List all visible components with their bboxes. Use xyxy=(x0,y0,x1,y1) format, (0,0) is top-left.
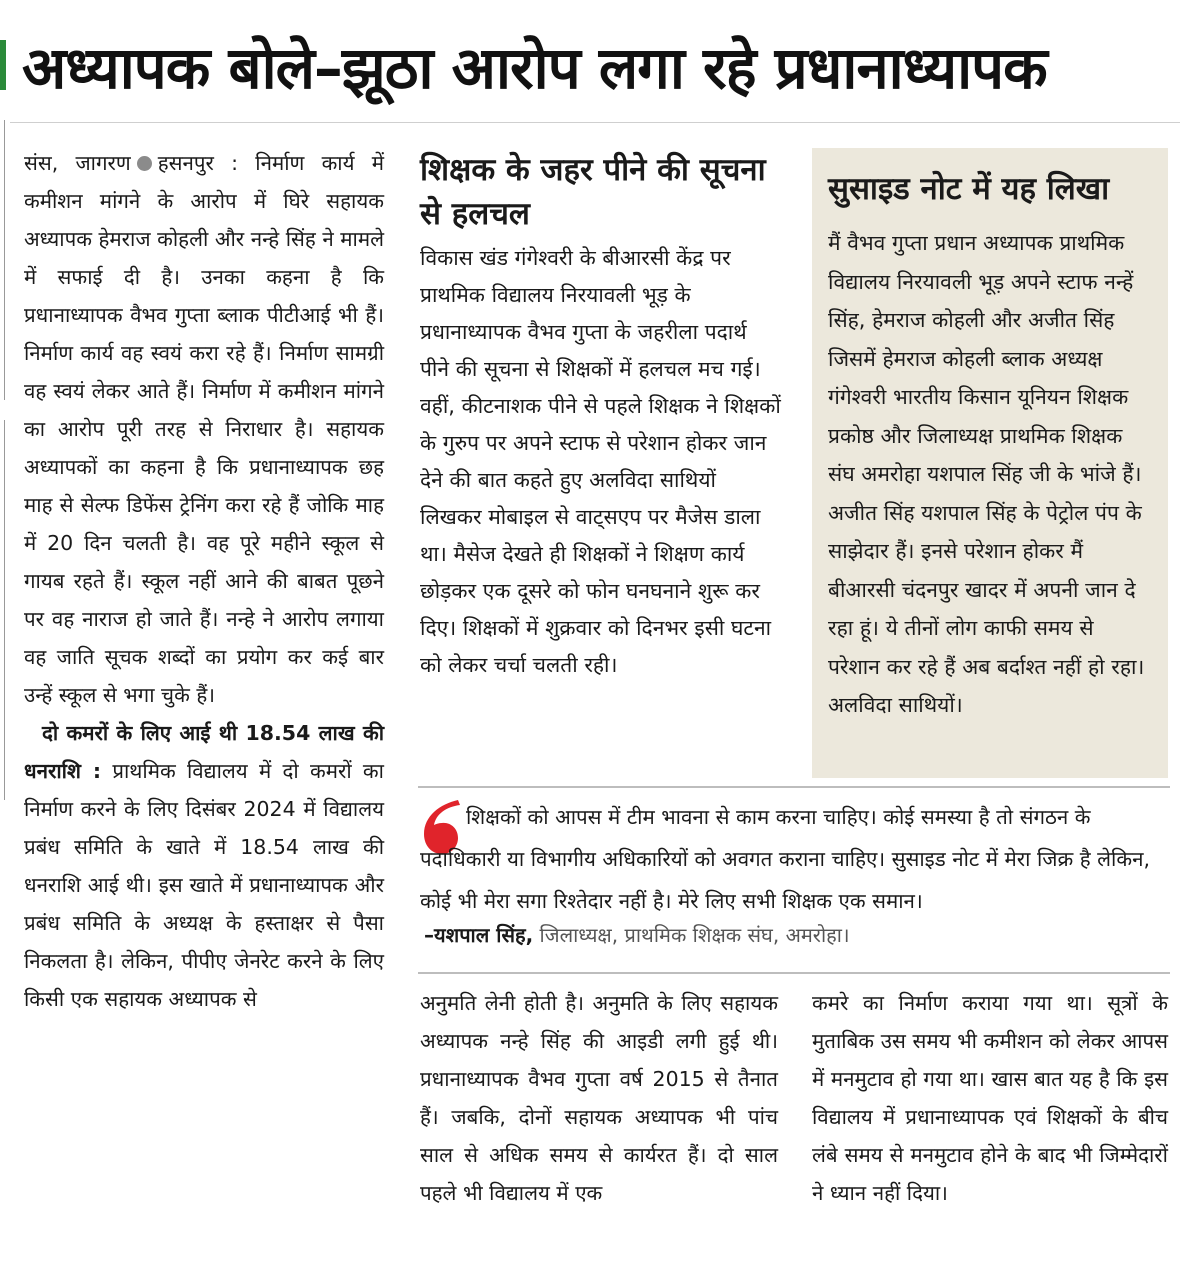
edge-rule xyxy=(0,420,5,800)
byline: संस, जागरण xyxy=(24,151,131,175)
quote-divider-bottom xyxy=(418,972,1170,974)
quote-author-role: जिलाध्यक्ष, प्राथमिक शिक्षक संघ, अमरोहा। xyxy=(539,923,850,947)
quote-attribution xyxy=(424,918,1164,952)
column-2-lower-text: अनुमति लेनी होती है। अनुमति के लिए सहायक अध्यापक नन्हे सिंह की आइडी लगी हुई थी। प्रधानाध्यापक वैभव गुप्ता वर्ष 2015 से तैनात हैं। जबकि, दोनों सहायक अध्यापक भी पांच साल से अधिक समय से कार्यरत हैं। दो साल पहले भी विद्यालय में एक xyxy=(420,991,778,1205)
suicide-note-title: सुसाइड नोट में यह लिखा xyxy=(828,171,1110,207)
quote-author-name: –यशपाल सिंह, xyxy=(424,923,534,947)
paragraph-text: निर्माण कार्य में कमीशन मांगने के आरोप में घिरे सहायक अध्यापक हेमराज कोहली और नन्हे सिंह ने मामले में सफाई दी है। उनका कहना है कि प्रधानाध्यापक वैभव गुप्ता ब्लाक पीटीआई भी हैं। निर्माण कार्य वह स्वयं करा रहे हैं। निर्माण सामग्री वह स्वयं लेकर आते हैं। निर्माण में कमीशन मांगने का आरोप पूरी तरह से निराधार है। सहायक अध्यापकों का कहना है कि प्रधानाध्यापक छह माह से सेल्फ डिफेंस ट्रेनिंग करा रहे हैं जोकि माह में 20 दिन चलती है। वह पूरे महीने स्कूल से गायब रहते हैं। स्कूल नहीं आने की बाबत पूछने पर वह नाराज हो जाते हैं। नन्हे ने आरोप लगाया वह जाति सूचक शब्दों का प्रयोग कर कई बार उन्हें स्कूल से भगा चुके हैं। xyxy=(24,151,384,707)
paragraph-lead: दो कमरों के लिए आई थी 18.54 लाख की धनराशि : xyxy=(24,721,384,783)
quote-text xyxy=(420,796,1170,922)
column-2-subheading: शिक्षक के जहर पीने की सूचना से हलचल xyxy=(420,152,766,232)
column-3-lower-text: कमरे का निर्माण कराया गया था। सूत्रों के मुताबिक उस समय भी कमीशन को लेकर आपस में मनमुटाव हो गया था। खास बात यह है कि इस विद्यालय में प्रधानाध्यापक एवं शिक्षकों के बीच लंबे समय से मनमुटाव होने के बाद भी जिम्मेदारों ने ध्यान नहीं दिया। xyxy=(812,991,1168,1205)
paragraph-text: प्राथमिक विद्यालय में दो कमरों का निर्माण करने के लिए दिसंबर 2024 में विद्यालय प्रबंध समिति के खाते में 18.54 लाख की धनराशि आई थी। इस खाते में प्रधानाध्यापक और प्रबंध समिति के अध्यक्ष के हस्ताक्षर से पैसा निकलता है। लेकिन, पीपीए जेनरेट करने के लिए किसी एक सहायक अध्यापक से xyxy=(24,759,384,1011)
suicide-note-box xyxy=(812,148,1168,778)
column-2 xyxy=(420,148,782,684)
headline: अध्यापक बोले–झूठा आरोप लगा रहे प्रधानाध्यापक xyxy=(22,34,1047,102)
headline-divider xyxy=(10,122,1180,123)
column-3-lower xyxy=(812,984,1168,1212)
column-1-paragraph-2 xyxy=(24,714,384,1018)
quote-divider-top xyxy=(418,786,1170,788)
dateline-place: हसनपुर : xyxy=(157,151,239,175)
edge-rule xyxy=(0,120,5,400)
column-1-paragraph-1 xyxy=(24,144,384,714)
column-2-lower xyxy=(420,984,778,1212)
suicide-note-text: मैं वैभव गुप्ता प्रधान अध्यापक प्राथमिक विद्यालय निरयावली भूड़ अपने स्टाफ नन्हें सिंह, हेमराज कोहली और अजीत सिंह जिसमें हेमराज कोहली ब्लाक अध्यक्ष गंगेश्वरी भारतीय किसान यूनियन शिक्षक प्रकोष्ठ और जिलाध्यक्ष प्राथमिक शिक्षक संघ अमरोहा यशपाल सिंह जी के भांजे हैं। अजीत सिंह यशपाल सिंह के पेट्रोल पंप के साझेदार हैं। इनसे परेशान होकर मैं बीआरसी चंदनपुर खादर में अपनी जान दे रहा हूं। ये तीनों लोग काफी समय से परेशान कर रहे हैं अब बर्दाश्त नहीं हो रहा। अलविदा साथियों। xyxy=(828,231,1145,717)
bullet-icon xyxy=(137,156,152,171)
edge-color-strip xyxy=(0,40,6,90)
column-2-body: विकास खंड गंगेश्वरी के बीआरसी केंद्र पर प्राथमिक विद्यालय निरयावली भूड़ के प्रधानाध्यापक वैभव गुप्ता के जहरीला पदार्थ पीने की सूचना से शिक्षकों में हलचल मच गई। वहीं, कीटनाशक पीने से पहले शिक्षक ने शिक्षकों के गुरुप पर अपने स्टाफ से परेशान होकर जान देने की बात कहते हुए अलविदा साथियों लिखकर मोबाइल से वाट्सएप पर मैजेस डाला था। मैसेज देखते ही शिक्षकों ने शिक्षण कार्य छोड़कर एक दूसरे को फोन घनघनाने शुरू कर दिए। शिक्षकों में शुक्रवार को दिनभर इसी घटना को लेकर चर्चा चलती रही। xyxy=(420,246,781,677)
column-1 xyxy=(24,144,384,1018)
quote-body: शिक्षकों को आपस में टीम भावना से काम करना चाहिए। कोई समस्या है तो संगठन के पदाधिकारी या विभागीय अधिकारियों को अवगत कराना चाहिए। सुसाइड नोट में मेरा जिक्र है लेकिन, कोई भी मेरा सगा रिश्तेदार नहीं है। मेरे लिए सभी शिक्षक एक समान। xyxy=(420,805,1151,913)
